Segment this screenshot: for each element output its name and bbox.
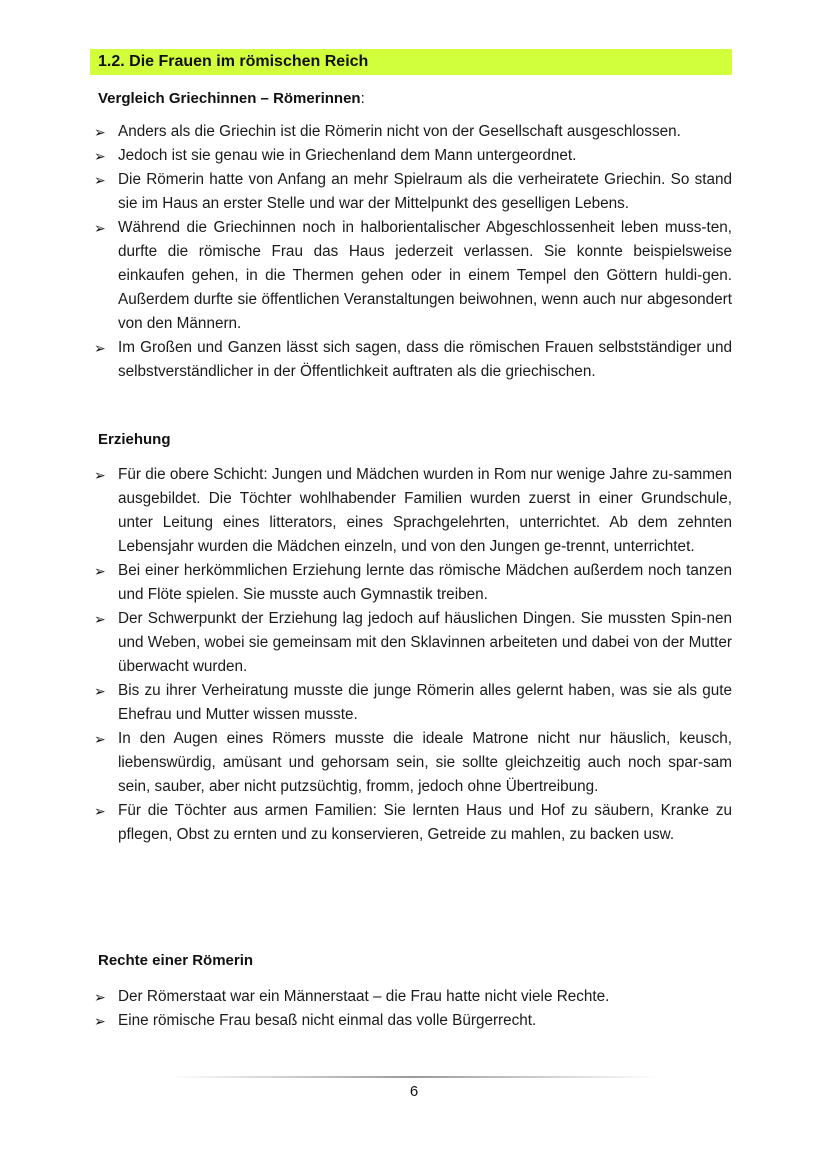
list-item-text: Bei einer herkömmlichen Erziehung lernte das römische Mädchen außerdem noch tanzen und Flöte spielen. Sie musste auch Gymnastik treiben.	[118, 562, 732, 603]
list-item	[94, 216, 732, 336]
arrow-bullet-icon: ➢	[94, 731, 106, 747]
arrow-bullet-icon: ➢	[94, 563, 106, 579]
arrow-bullet-icon: ➢	[94, 803, 106, 819]
arrow-bullet-icon: ➢	[94, 172, 106, 188]
arrow-bullet-icon: ➢	[94, 220, 106, 236]
list-item-text: Während die Griechinnen noch in halborientalischer Abgeschlossenheit leben muss-ten, durfte die römische Frau das Haus jederzeit verlassen. Sie konnte beispielsweise einkaufen gehen, in die Thermen gehen oder in einem Tempel den Göttern huldi-gen. Außerdem durfte sie öffentlichen Veranstaltungen beiwohnen, wenn auch nur abgesondert von den Männern.	[118, 219, 732, 332]
arrow-bullet-icon: ➢	[94, 148, 106, 164]
arrow-bullet-icon: ➢	[94, 340, 106, 356]
list-item	[94, 799, 732, 847]
list-item-text: Im Großen und Ganzen lässt sich sagen, dass die römischen Frauen selbstständiger und selbstverständlicher in der Öffentlichkeit auftraten als die griechischen.	[118, 339, 732, 380]
list-item-text: Anders als die Griechin ist die Römerin nicht von der Gesellschaft ausgeschlossen.	[118, 123, 681, 140]
bullet-list-vergleich	[94, 120, 732, 384]
list-item	[94, 463, 732, 559]
footer-divider	[170, 1076, 658, 1078]
list-item	[94, 679, 732, 727]
list-item-text: Eine römische Frau besaß nicht einmal das volle Bürgerrecht.	[118, 1012, 537, 1029]
list-item-text: In den Augen eines Römers musste die ideale Matrone nicht nur häuslich, keusch, liebenswürdig, amüsant und gehorsam sein, sie sollte gleichzeitig auch noch spar-sam sein, sauber, aber nicht putzsüchtig, fromm, jedoch ohne Übertreibung.	[118, 730, 732, 795]
subheading-vergleich	[98, 90, 365, 107]
list-item	[94, 607, 732, 679]
arrow-bullet-icon: ➢	[94, 1013, 106, 1029]
page-number: 6	[409, 1083, 419, 1100]
list-item-text: Die Römerin hatte von Anfang an mehr Spielraum als die verheiratete Griechin. So stand sie im Haus an erster Stelle und war der Mittelpunkt des geselligen Lebens.	[118, 171, 732, 212]
arrow-bullet-icon: ➢	[94, 467, 106, 483]
list-item-text: Der Schwerpunkt der Erziehung lag jedoch auf häuslichen Dingen. Sie mussten Spin-nen und Weben, wobei sie gemeinsam mit den Sklavinnen arbeiteten und dabei von der Mutter überwacht wurden.	[118, 610, 732, 675]
subheading-rechte: Rechte einer Römerin	[98, 952, 254, 969]
list-item	[94, 985, 732, 1009]
list-item-text: Jedoch ist sie genau wie in Griechenland dem Mann untergeordnet.	[118, 147, 577, 164]
list-item	[94, 120, 732, 144]
list-item	[94, 336, 732, 384]
list-item-text: Bis zu ihrer Verheiratung musste die junge Römerin alles gelernt haben, was sie als gute Ehefrau und Mutter wissen musste.	[118, 682, 732, 723]
arrow-bullet-icon: ➢	[94, 611, 106, 627]
list-item	[94, 168, 732, 216]
bullet-list-erziehung	[94, 463, 732, 847]
list-item	[94, 559, 732, 607]
subheading-colon: :	[360, 90, 365, 107]
arrow-bullet-icon: ➢	[94, 989, 106, 1005]
subheading-text: Vergleich Griechinnen – Römerinnen	[98, 90, 361, 107]
list-item-text: Für die obere Schicht: Jungen und Mädchen wurden in Rom nur wenige Jahre zu-sammen ausgebildet. Die Töchter wohlhabender Familien wurden zuerst in einer Grundschule, unter Leitung eines litterators, eines Sprachgelehrten, unterrichtet. Ab dem zehnten Lebensjahr wurden die Mädchen einzeln, und von den Jungen ge-trennt, unterrichtet.	[118, 466, 732, 555]
arrow-bullet-icon: ➢	[94, 124, 106, 140]
bullet-list-rechte	[94, 985, 732, 1033]
subheading-erziehung: Erziehung	[98, 431, 171, 448]
list-item	[94, 144, 732, 168]
arrow-bullet-icon: ➢	[94, 683, 106, 699]
list-item-text: Der Römerstaat war ein Männerstaat – die Frau hatte nicht viele Rechte.	[118, 988, 610, 1005]
section-title: 1.2. Die Frauen im römischen Reich	[90, 49, 732, 75]
list-item	[94, 727, 732, 799]
list-item-text: Für die Töchter aus armen Familien: Sie lernten Haus und Hof zu säubern, Kranke zu pflegen, Obst zu ernten und zu konservieren, Getreide zu mahlen, zu backen usw.	[118, 802, 732, 843]
list-item	[94, 1009, 732, 1033]
